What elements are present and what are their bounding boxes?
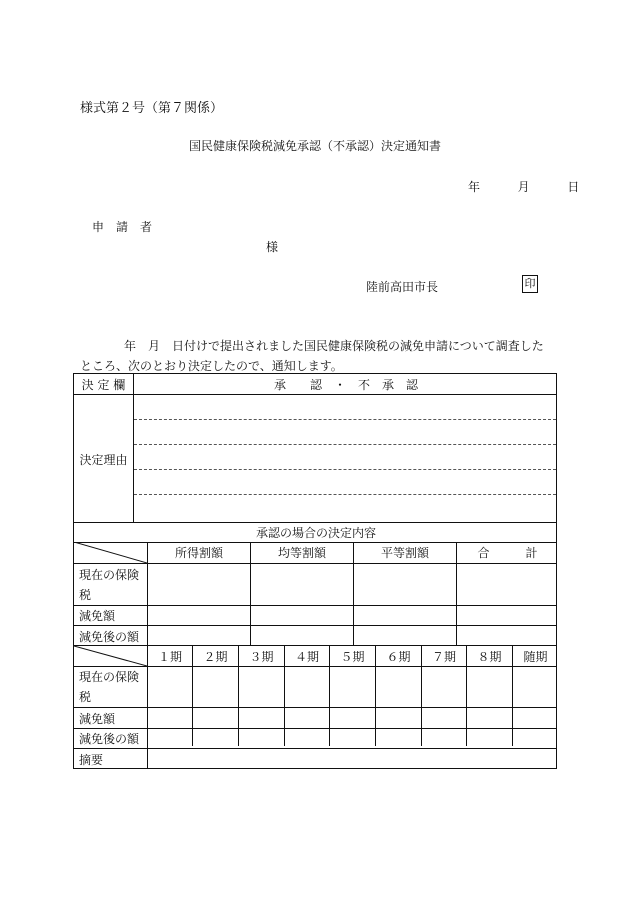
col-period-1: １期 (157, 649, 182, 664)
row-summary: 摘要 (79, 752, 104, 767)
col-period-6: ６期 (386, 649, 411, 664)
date-line (468, 178, 579, 195)
body-line-2: ところ、次のとおり決定したので、通知します。 (80, 359, 343, 373)
header-diagonal (74, 542, 147, 563)
row-label-line1: 現在の保険 (79, 568, 140, 582)
col-period-3: ３期 (249, 649, 274, 664)
col-period-2: ２期 (203, 649, 228, 664)
row-after-reduction: 減免後の額 (79, 629, 140, 644)
row-current-tax (79, 667, 147, 707)
row-reduction: 減免額 (79, 609, 116, 623)
row-current-tax (79, 565, 147, 605)
decision-table (73, 373, 557, 523)
date-year: 年 (468, 180, 481, 194)
col-period-7: ７期 (431, 649, 456, 664)
col-period-4: ４期 (294, 649, 319, 664)
reason-label: 決定理由 (79, 453, 128, 467)
notice-body (80, 336, 560, 376)
row-label-line1: 現在の保険 (79, 670, 140, 684)
row-after-reduction: 減免後の額 (79, 732, 140, 746)
col-period-5: ５期 (340, 649, 365, 664)
row-reduction: 減免額 (79, 711, 116, 726)
approval-header: 承認の場合の決定内容 (255, 525, 376, 540)
col-period-8: ８期 (477, 649, 502, 664)
issuer-name: 陸前高田市長 (366, 280, 439, 294)
col-period-other: 随期 (523, 649, 548, 664)
date-month: 月 (517, 180, 530, 194)
col-per-capita: 均等割額 (277, 546, 326, 560)
row-label-line2: 税 (79, 690, 92, 704)
decision-label: 決 定 欄 (81, 377, 126, 392)
body-line-1: 年 月 日付けで提出されました国民健康保険税の減免申請について調査した (124, 339, 544, 353)
header-diagonal (74, 646, 147, 666)
approval-table (73, 522, 557, 646)
seal-mark: 印 (522, 275, 538, 293)
applicant-label: 申 請 者 (92, 220, 153, 234)
decision-value: 承 認 ・ 不 承 認 (273, 377, 418, 392)
date-day: 日 (567, 180, 580, 194)
col-income: 所得割額 (174, 546, 223, 560)
row-label-line2: 税 (79, 588, 92, 602)
col-household: 平等割額 (380, 546, 429, 560)
document-title: 国民健康保険税減免承認（不承認）決定通知書 (188, 139, 441, 153)
honorific: 様 (266, 240, 279, 254)
periods-table (73, 645, 557, 769)
form-number: 様式第２号（第７関係） (80, 101, 224, 116)
col-total: 合 計 (477, 546, 538, 560)
